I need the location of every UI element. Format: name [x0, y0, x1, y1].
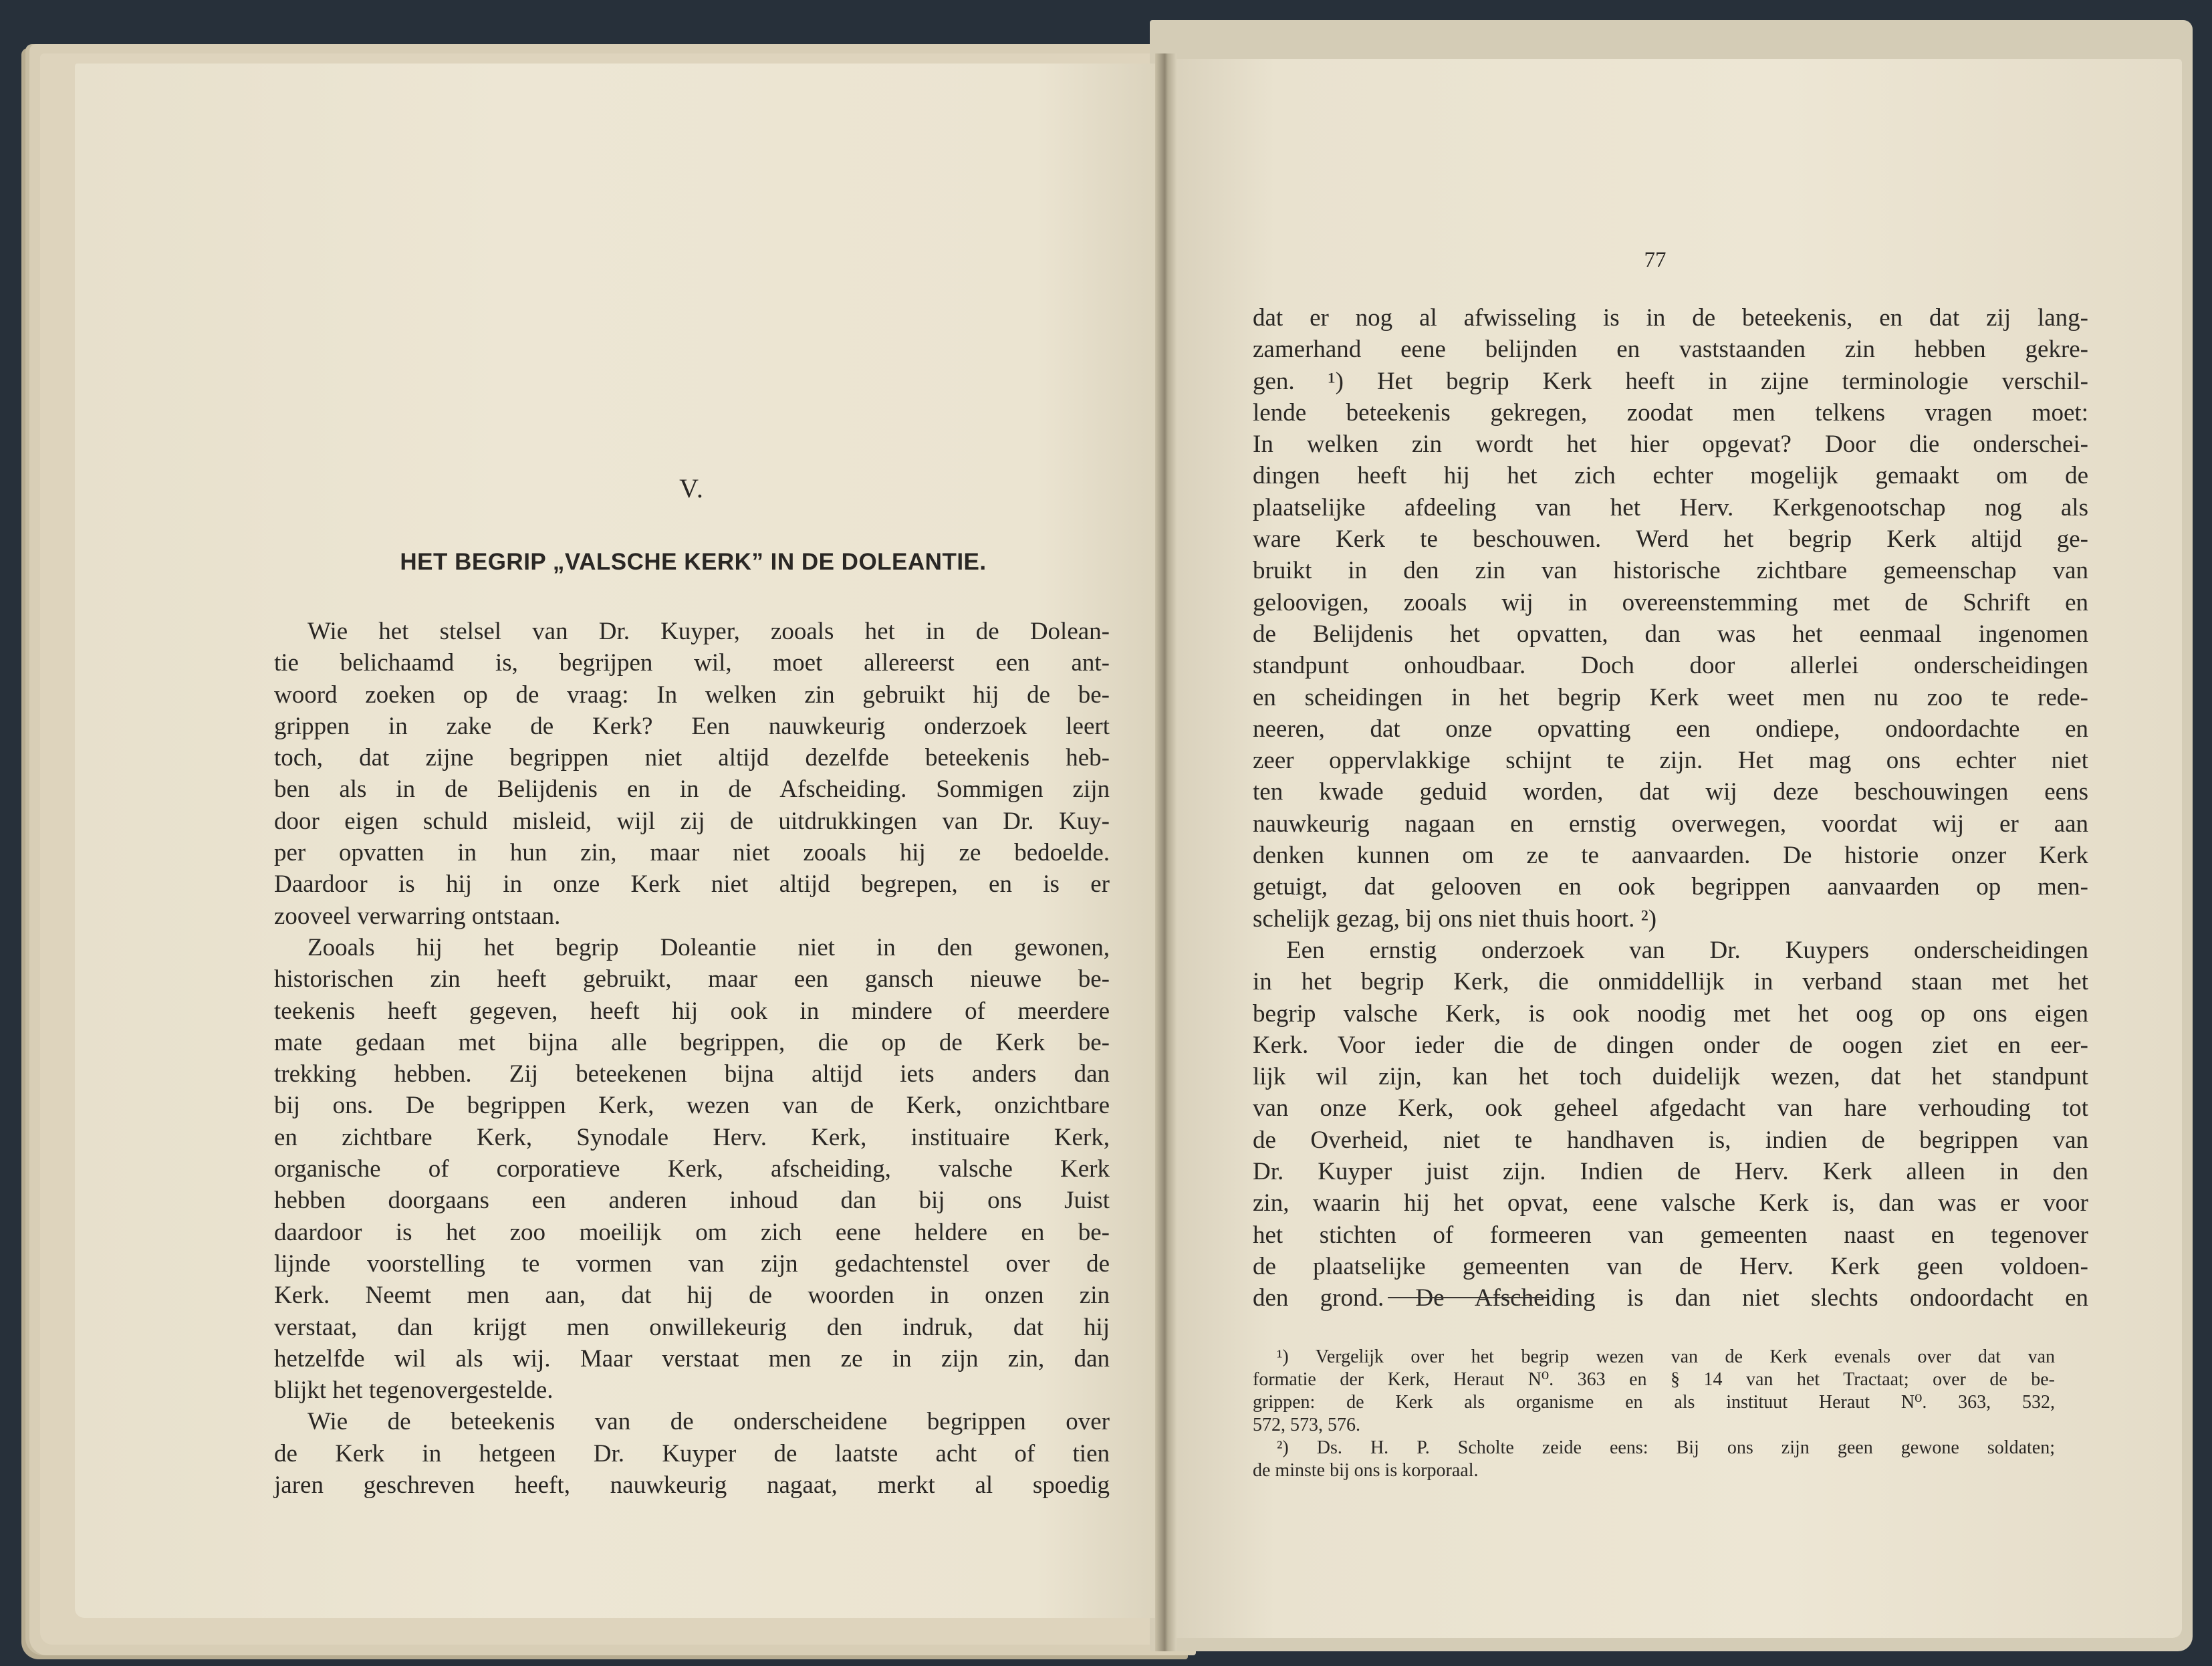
- text-line: de plaatselijke gemeenten van de Herv. Kerk geen voldoen-: [1253, 1252, 2088, 1280]
- left-page-body: [274, 616, 1110, 1501]
- text-line: lijnde voorstelling te vormen van zijn gedachtenstel over de: [274, 1250, 1110, 1278]
- text-line: de Belijdenis het opvatten, dan was het eenmaal ingenomen: [1253, 620, 2088, 648]
- text-line: bij ons. De begrippen Kerk, wezen van de Kerk, onzichtbare: [274, 1092, 1110, 1120]
- right-page: [1174, 59, 2182, 1638]
- page-number: 77: [1644, 248, 1667, 272]
- text-line: neeren, dat onze opvatting een ondiepe, ondoordachte en: [1253, 715, 2088, 743]
- text-line: ware Kerk te beschouwen. Werd het begrip Kerk altijd ge-: [1253, 525, 2088, 554]
- right-page-body: [1253, 302, 2088, 1314]
- text-line: lende beteekenis gekregen, zoodat men telkens vragen moet:: [1253, 398, 2088, 427]
- footnote-line: ¹) Vergelijk over het begrip wezen van de Kerk evenals over dat van: [1277, 1346, 2055, 1367]
- text-line: Kerk. Voor ieder die de dingen onder de oogen ziet en eer-: [1253, 1031, 2088, 1059]
- text-line: toch, dat zijne begrippen niet altijd dezelfde beteekenis heb-: [274, 744, 1110, 772]
- text-line: tie belichaamd is, begrijpen wil, moet allereerst een ant-: [274, 649, 1110, 677]
- text-line: lijk wil zijn, kan het toch duidelijk wezen, dat het standpunt: [1253, 1063, 2088, 1091]
- text-line: en zichtbare Kerk, Synodale Herv. Kerk, instituaire Kerk,: [274, 1123, 1110, 1151]
- text-line: hetzelfde wil als wij. Maar verstaat men ze in zijn zin, dan: [274, 1344, 1110, 1373]
- text-line: denken kunnen om ze te aanvaarden. De historie onzer Kerk: [1253, 842, 2088, 870]
- text-line: getuigt, dat gelooven en ook begrippen aanvaarden op men-: [1253, 873, 2088, 901]
- text-line: Daardoor is hij in onze Kerk niet altijd begrepen, en is er: [274, 870, 1110, 899]
- text-line: per opvatten in hun zin, maar niet zooals hij ze bedoelde.: [274, 839, 1110, 867]
- book-spine-gutter: [1155, 53, 1177, 1651]
- text-line: zooveel verwarring ontstaan.: [274, 902, 561, 930]
- text-line: woord zoeken op de vraag: In welken zin gebruikt hij de be-: [274, 681, 1110, 709]
- text-line: trekking hebben. Zij beteekenen bijna altijd iets anders dan: [274, 1060, 1110, 1088]
- text-line: den grond. De Afscheiding is dan niet slechts ondoordacht en: [1253, 1284, 2088, 1312]
- text-line: gen. ¹) Het begrip Kerk heeft in zijne terminologie verschil-: [1253, 367, 2088, 395]
- text-line: historischen zin heeft gebruikt, maar een gansch nieuwe be-: [274, 965, 1110, 993]
- text-line: zin, waarin hij het opvat, eene valsche Kerk is, dan was er voor: [1253, 1189, 2088, 1217]
- text-line: begrip valsche Kerk, is ook noodig met het oog op ons eigen: [1253, 999, 2088, 1028]
- text-line: dat er nog al afwisseling is in de beteekenis, en dat zij lang-: [1253, 304, 2088, 332]
- text-line: mate gedaan met bijna alle begrippen, die op de Kerk be-: [274, 1028, 1110, 1056]
- text-line: nauwkeurig nagaan en ernstig overwegen, voordat wij er aan: [1253, 810, 2088, 838]
- text-line: schelijk gezag, bij ons niet thuis hoort. ²): [1253, 905, 1657, 933]
- footnote-divider: [1388, 1297, 1548, 1298]
- text-line: In welken zin wordt het hier opgevat? Door die onderschei-: [1253, 431, 2088, 459]
- text-line: Kerk. Neemt men aan, dat hij de woorden in onzen zin: [274, 1282, 1110, 1310]
- text-line: plaatselijke afdeeling van het Herv. Kerkgenootschap nog als: [1253, 493, 2088, 521]
- text-line: zeer oppervlakkige schijnt te zijn. Het mag ons echter niet: [1253, 747, 2088, 775]
- text-line: bruikt in den zin van historische zichtbare gemeenschap van: [1253, 557, 2088, 585]
- text-line: dingen heeft hij het zich echter mogelijk gemaakt om de: [1253, 462, 2088, 490]
- chapter-title: HET BEGRIP „VALSCHE KERK” IN DE DOLEANTIE.: [400, 549, 987, 575]
- text-line: Wie de beteekenis van de onderscheidene begrippen over: [308, 1408, 1110, 1436]
- text-line: Een ernstig onderzoek van Dr. Kuypers onderscheidingen: [1286, 936, 2088, 964]
- text-line: geloovigen, zooals wij in overeenstemming met de Schrift en: [1253, 588, 2088, 616]
- text-line: standpunt onhoudbaar. Doch door allerlei onderscheidingen: [1253, 652, 2088, 680]
- text-line: Dr. Kuyper juist zijn. Indien de Herv. Kerk alleen in den: [1253, 1158, 2088, 1186]
- text-line: grippen in zake de Kerk? Een nauwkeurig onderzoek leert: [274, 712, 1110, 740]
- text-line: de Overheid, niet te handhaven is, indien de begrippen van: [1253, 1126, 2088, 1154]
- text-line: Wie het stelsel van Dr. Kuyper, zooals het in de Dolean-: [308, 618, 1110, 645]
- text-line: door eigen schuld misleid, wijl zij de uitdrukkingen van Dr. Kuy-: [274, 807, 1110, 835]
- text-line: de Kerk in hetgeen Dr. Kuyper de laatste acht of tien: [274, 1439, 1110, 1467]
- text-line: in het begrip Kerk, die onmiddellijk in verband staan met het: [1253, 968, 2088, 996]
- footnotes: [1253, 1346, 2055, 1482]
- text-line: daardoor is het zoo moeilijk om zich eene heldere en be-: [274, 1218, 1110, 1246]
- footnote-line: grippen: de Kerk als organisme en als instituut Heraut N⁰. 363, 532,: [1253, 1392, 2055, 1413]
- footnote-line: ²) Ds. H. P. Scholte zeide eens: Bij ons zijn geen gewone soldaten;: [1277, 1437, 2055, 1458]
- text-line: zamerhand eene belijnden en vaststaanden zin hebben gekre-: [1253, 336, 2088, 364]
- text-line: van onze Kerk, ook geheel afgedacht van hare verhouding tot: [1253, 1094, 2088, 1122]
- footnote-line: formatie der Kerk, Heraut N⁰. 363 en § 14 van het Tractaat; over de be-: [1253, 1369, 2055, 1390]
- text-line: ben als in de Belijdenis en in de Afscheiding. Sommigen zijn: [274, 776, 1110, 804]
- text-line: hebben doorgaans een anderen inhoud dan bij ons Juist: [274, 1187, 1110, 1215]
- text-line: ten kwade geduid worden, dat wij deze beschouwingen eens: [1253, 778, 2088, 806]
- text-line: teekenis heeft gegeven, heeft hij ook in mindere of meerdere: [274, 997, 1110, 1025]
- left-page: [75, 64, 1168, 1618]
- text-line: verstaat, dan krijgt men onwillekeurig den indruk, dat hij: [274, 1313, 1110, 1341]
- text-line: Zooals hij het begrip Doleantie niet in den gewonen,: [308, 933, 1110, 961]
- chapter-number: V.: [679, 473, 705, 503]
- text-line: blijkt het tegenovergestelde.: [274, 1377, 554, 1405]
- text-line: het stichten of formeeren van gemeenten naast en tegenover: [1253, 1221, 2088, 1249]
- text-line: en scheidingen in het begrip Kerk weet men nu zoo te rede-: [1253, 683, 2088, 711]
- text-line: jaren geschreven heeft, nauwkeurig nagaat, merkt al spoedig: [274, 1471, 1110, 1500]
- text-line: organische of corporatieve Kerk, afscheiding, valsche Kerk: [274, 1155, 1110, 1183]
- footnote-line: de minste bij ons is korporaal.: [1253, 1460, 1479, 1481]
- footnote-line: 572, 573, 576.: [1253, 1415, 1360, 1435]
